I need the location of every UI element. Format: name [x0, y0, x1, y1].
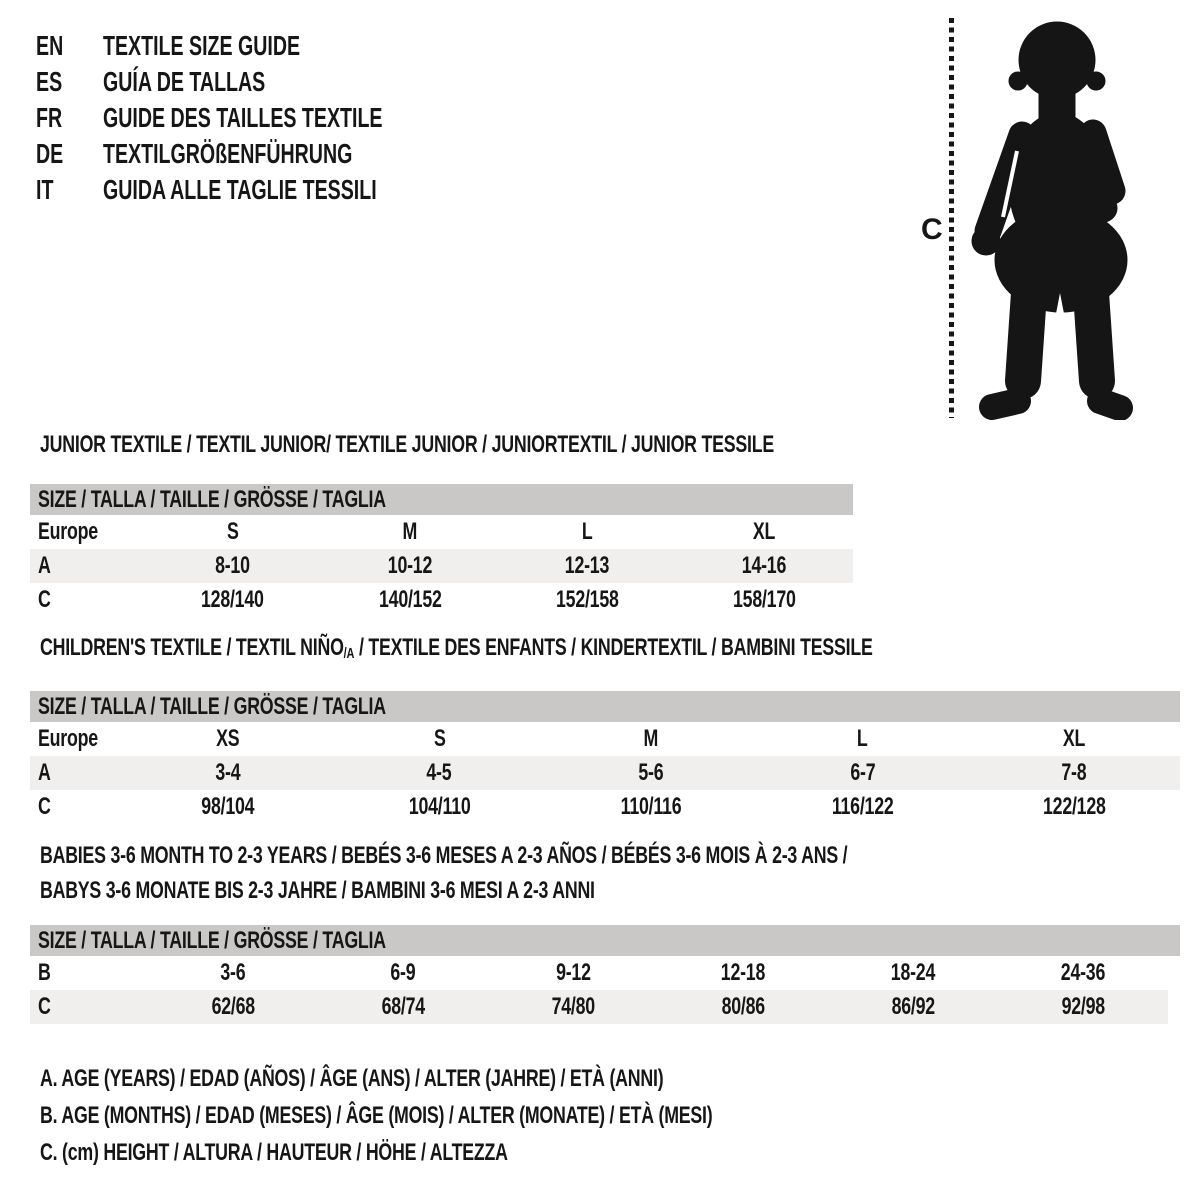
row-label-cell: B	[38, 959, 51, 986]
size-header-text: SIZE / TALLA / TAILLE / GRÖSSE / TAGLIA	[38, 693, 386, 720]
size-value-cell: M	[643, 725, 659, 752]
size-header-bar	[30, 484, 853, 515]
language-code: IT	[36, 174, 54, 205]
language-title: GUÍA DE TALLAS	[103, 66, 266, 97]
size-value-cell: 8-10	[215, 552, 250, 579]
size-value-cell: XL	[1063, 725, 1086, 752]
row-label-cell: A	[38, 759, 51, 786]
size-value-cell: 110/116	[620, 793, 682, 820]
row-label-cell: A	[38, 552, 51, 579]
size-value-cell: 18-24	[890, 959, 936, 986]
size-header-bar	[30, 925, 1180, 956]
junior-section-title-text: JUNIOR TEXTILE / TEXTIL JUNIOR/ TEXTILE JUNIOR / JUNIORTEXTIL / JUNIOR TESSILE	[40, 431, 774, 458]
table-row-europe	[30, 722, 1180, 756]
language-title: GUIDA ALLE TAGLIE TESSILI	[103, 174, 377, 205]
size-value-cell: 6-9	[390, 959, 416, 986]
language-code: FR	[36, 102, 63, 133]
language-title: TEXTILE SIZE GUIDE	[103, 30, 301, 61]
language-row-it	[36, 172, 556, 208]
language-row-de	[36, 136, 556, 172]
row-label-cell: C	[38, 793, 51, 820]
size-value-cell: 68/74	[381, 993, 425, 1020]
junior-table	[30, 515, 853, 617]
legend-line-c: C. (cm) HEIGHT / ALTURA / HAUTEUR / HÖHE / ALTEZZA	[40, 1139, 508, 1166]
size-value-cell: 14-16	[742, 552, 787, 579]
size-value-cell: 4-5	[426, 759, 452, 786]
size-header-text: SIZE / TALLA / TAILLE / GRÖSSE / TAGLIA	[38, 486, 386, 513]
legend-line-a: A. AGE (YEARS) / EDAD (AÑOS) / ÂGE (ANS) / ALTER (JAHRE) / ETÀ (ANNI)	[40, 1065, 664, 1092]
language-code: EN	[36, 30, 64, 61]
table-row-age	[30, 756, 1180, 790]
row-label-cell: Europe	[38, 518, 98, 545]
size-value-cell: 74/80	[551, 993, 595, 1020]
language-code: ES	[36, 66, 63, 97]
language-code: DE	[36, 138, 64, 169]
size-value-cell: 9-12	[555, 959, 591, 986]
children-section-title-text: CHILDREN'S TEXTILE / TEXTIL NIÑO/A / TEXTILE DES ENFANTS / KINDERTEXTIL / BAMBINI TESSILE	[40, 634, 873, 663]
size-value-cell: 86/92	[891, 993, 935, 1020]
size-value-cell: XL	[753, 518, 776, 545]
title-subscript: /A	[343, 646, 355, 663]
size-value-cell: 104/110	[408, 793, 471, 820]
children-section-title	[40, 635, 1165, 664]
babies-section-title-line1: BABIES 3-6 MONTH TO 2-3 YEARS / BEBÉS 3-6 MESES A 2-3 AÑOS / BÉBÉS 3-6 MOIS À 2-3 ANS /	[40, 842, 848, 869]
babies-size-table	[30, 925, 1180, 1024]
size-value-cell: 5-6	[638, 759, 664, 786]
size-value-cell: 6-7	[850, 759, 876, 786]
legend-line-b: B. AGE (MONTHS) / EDAD (MESES) / ÂGE (MOIS) / ALTER (MONATE) / ETÀ (MESI)	[40, 1102, 713, 1129]
size-value-cell: 24-36	[1060, 959, 1106, 986]
size-value-cell: L	[857, 725, 868, 752]
table-row-height	[30, 790, 1180, 824]
table-row-height	[30, 583, 853, 617]
size-value-cell: 128/140	[201, 586, 264, 613]
junior-size-table	[30, 484, 853, 617]
table-row-height	[30, 990, 1168, 1024]
babies-table	[30, 956, 1168, 1024]
babies-section-title-line2: BABYS 3-6 MONATE BIS 2-3 JAHRE / BAMBINI 3-6 MESI A 2-3 ANNI	[40, 877, 595, 904]
height-measure-label: C	[921, 213, 943, 246]
row-label-cell: Europe	[38, 725, 98, 752]
size-value-cell: 12-13	[564, 552, 610, 579]
toddler-silhouette-icon	[968, 15, 1136, 420]
size-value-cell: M	[402, 518, 418, 545]
size-value-cell: 10-12	[387, 552, 433, 579]
size-value-cell: 158/170	[733, 586, 796, 613]
size-value-cell: S	[226, 518, 239, 545]
size-value-cell: 140/152	[378, 586, 442, 613]
size-value-cell: 92/98	[1061, 993, 1105, 1020]
size-value-cell: 80/86	[721, 993, 765, 1020]
size-value-cell: 152/158	[555, 586, 619, 613]
table-row-months	[30, 956, 1168, 990]
language-row-en	[36, 28, 556, 64]
children-size-table	[30, 691, 1180, 824]
language-title-list	[36, 28, 556, 208]
size-value-cell: 3-4	[215, 759, 241, 786]
size-value-cell: 62/68	[211, 993, 255, 1020]
junior-section-title	[40, 432, 1032, 458]
size-value-cell: 7-8	[1061, 759, 1087, 786]
language-title: TEXTILGRÖßENFÜHRUNG	[103, 138, 353, 169]
row-label-cell: C	[38, 586, 51, 613]
size-value-cell: 12-18	[720, 959, 766, 986]
size-value-cell: XS	[216, 725, 240, 752]
size-value-cell: S	[433, 725, 446, 752]
size-value-cell: 3-6	[220, 959, 246, 986]
size-header-text: SIZE / TALLA / TAILLE / GRÖSSE / TAGLIA	[38, 927, 386, 954]
size-value-cell: 98/104	[201, 793, 255, 820]
table-row-age	[30, 549, 853, 583]
size-value-cell: L	[581, 518, 593, 545]
height-measure-figure	[900, 0, 1200, 440]
height-dashed-line	[949, 18, 954, 418]
language-row-es	[36, 64, 556, 100]
language-title: GUIDE DES TAILLES TEXTILE	[103, 102, 383, 133]
size-value-cell: 122/128	[1042, 793, 1106, 820]
row-label-cell: C	[38, 993, 51, 1020]
size-value-cell: 116/122	[831, 793, 894, 820]
size-header-bar	[30, 691, 1180, 722]
children-table	[30, 722, 1180, 824]
table-row-europe	[30, 515, 853, 549]
language-row-fr	[36, 100, 556, 136]
